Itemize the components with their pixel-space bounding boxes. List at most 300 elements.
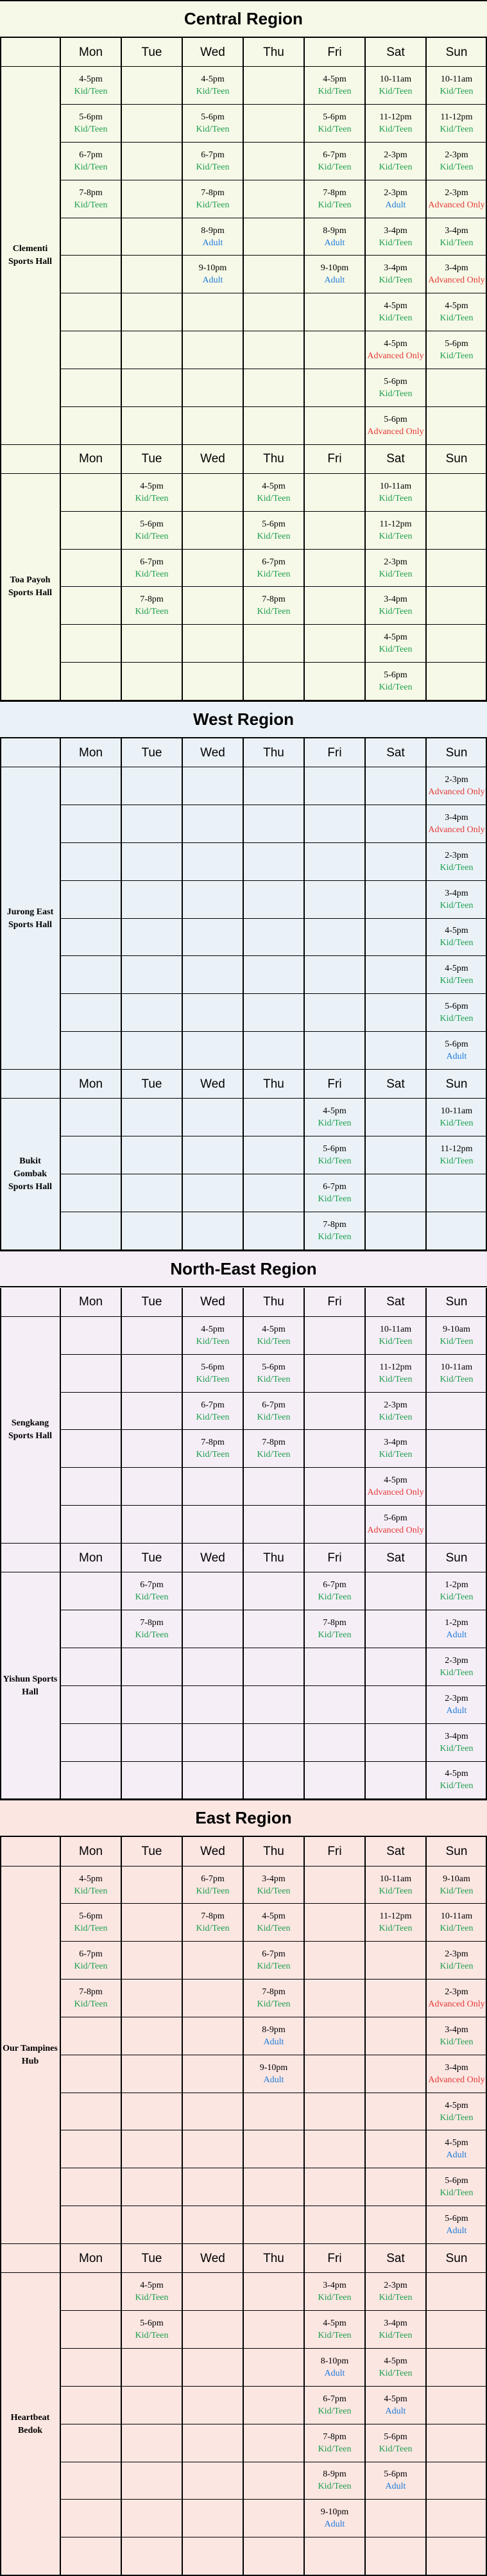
slot-cell bbox=[365, 143, 426, 180]
slot-cell bbox=[60, 1393, 121, 1430]
class-level: Kid/Teen bbox=[257, 1450, 291, 1460]
slot-cell bbox=[60, 1762, 121, 1799]
class-time: 5-6pm bbox=[79, 1911, 103, 1922]
slot-cell bbox=[304, 805, 365, 842]
slot-cell bbox=[426, 1136, 487, 1174]
class-level: Adult bbox=[202, 238, 223, 248]
slot-cell bbox=[60, 881, 121, 918]
slot-cell bbox=[182, 1867, 243, 1904]
day-label-thu: Thu bbox=[263, 1295, 284, 1309]
slot-cell bbox=[304, 369, 365, 406]
slot-cell bbox=[365, 1506, 426, 1543]
slot-cell bbox=[365, 2387, 426, 2424]
class-time: 2-3pm bbox=[384, 1400, 407, 1410]
class-level: Kid/Teen bbox=[318, 1630, 352, 1640]
slot-cell bbox=[365, 550, 426, 587]
hall-name: Heartbeat Bedok bbox=[0, 2273, 60, 2575]
class-time: 4-5pm bbox=[323, 1106, 346, 1117]
day-label-mon: Mon bbox=[79, 1077, 103, 1091]
slot-cell bbox=[365, 2537, 426, 2575]
slot-cell bbox=[121, 218, 182, 256]
class-level: Kid/Teen bbox=[318, 87, 352, 97]
class-time: 3-4pm bbox=[384, 595, 407, 605]
class-time: 10-11am bbox=[440, 1911, 473, 1922]
day-label-sun: Sun bbox=[445, 1077, 468, 1091]
class-level: Kid/Teen bbox=[379, 2444, 413, 2454]
slot-cell bbox=[182, 1393, 243, 1430]
region-header: North-East Region bbox=[0, 1250, 487, 1288]
class-level: Kid/Teen bbox=[135, 1630, 169, 1640]
slot-cell bbox=[426, 2168, 487, 2206]
slot-cell bbox=[304, 1980, 365, 2017]
class-level: Adult bbox=[446, 1705, 467, 1716]
class-time: 1-2pm bbox=[445, 1618, 468, 1628]
class-time: 5-6pm bbox=[384, 2469, 407, 2480]
class-time: 4-5pm bbox=[79, 74, 103, 85]
class-time: 8-9pm bbox=[323, 225, 346, 236]
class-level: Kid/Teen bbox=[257, 1924, 291, 1934]
class-time: 4-5pm bbox=[323, 74, 346, 85]
class-time: 3-4pm bbox=[445, 813, 468, 822]
slot-cell bbox=[426, 256, 487, 293]
class-level: Kid/Teen bbox=[440, 162, 474, 172]
grid-line bbox=[243, 38, 244, 445]
class-level: Kid/Teen bbox=[379, 162, 413, 172]
day-label-wed: Wed bbox=[200, 1077, 225, 1091]
class-time: 7-8pm bbox=[140, 595, 164, 605]
grid-line bbox=[0, 2244, 1, 2575]
class-level: Kid/Teen bbox=[196, 1336, 230, 1346]
class-level: Kid/Teen bbox=[379, 275, 413, 286]
class-time: 2-3pm bbox=[445, 1987, 468, 1997]
slot-cell bbox=[426, 180, 487, 218]
slot-cell bbox=[60, 2462, 121, 2500]
slot-cell bbox=[365, 1648, 426, 1685]
grid-line bbox=[364, 1288, 366, 1544]
slot-cell bbox=[365, 881, 426, 918]
class-time: 4-5pm bbox=[445, 2138, 468, 2148]
class-time: 7-8pm bbox=[79, 1987, 103, 1997]
slot-cell bbox=[365, 919, 426, 956]
slot-cell bbox=[121, 1393, 182, 1430]
grid-line bbox=[0, 38, 1, 445]
class-level: Kid/Teen bbox=[318, 2293, 352, 2303]
grid-line bbox=[121, 1288, 122, 1544]
day-label-tue: Tue bbox=[141, 45, 162, 59]
class-level: Kid/Teen bbox=[379, 645, 413, 655]
class-level: Adult bbox=[263, 2075, 284, 2085]
slot-cell bbox=[60, 919, 121, 956]
slot-cell bbox=[304, 474, 365, 511]
class-level: Kid/Teen bbox=[135, 1592, 169, 1603]
class-level: Kid/Teen bbox=[257, 1374, 291, 1384]
slot-cell bbox=[60, 1648, 121, 1685]
class-level: Advanced Only bbox=[428, 1999, 485, 2010]
grid-line bbox=[121, 2244, 122, 2575]
slot-cell bbox=[426, 843, 487, 880]
slot-cell bbox=[60, 512, 121, 549]
class-level: Kid/Teen bbox=[74, 200, 108, 210]
slot-cell bbox=[304, 1506, 365, 1543]
slot-cell bbox=[365, 512, 426, 549]
slot-cell bbox=[365, 1355, 426, 1392]
day-label-fri: Fri bbox=[327, 745, 342, 760]
class-time: 2-3pm bbox=[445, 1693, 468, 1703]
region-header: West Region bbox=[0, 701, 487, 738]
class-level: Advanced Only bbox=[367, 351, 424, 361]
class-time: 7-8pm bbox=[140, 1618, 164, 1628]
slot-cell bbox=[121, 1174, 182, 1212]
class-level: Adult bbox=[385, 2406, 406, 2416]
class-time: 2-3pm bbox=[445, 775, 468, 785]
slot-cell bbox=[426, 2206, 487, 2243]
day-label-sun: Sun bbox=[445, 2251, 468, 2265]
class-time: 4-5pm bbox=[445, 1769, 468, 1779]
day-label-sat: Sat bbox=[386, 745, 405, 760]
class-time: 6-7pm bbox=[323, 1181, 346, 1192]
class-time: 6-7pm bbox=[201, 1874, 225, 1884]
slot-cell bbox=[182, 474, 243, 511]
slot-cell bbox=[426, 1942, 487, 1979]
slot-cell bbox=[426, 1904, 487, 1941]
day-label-tue: Tue bbox=[141, 2251, 162, 2265]
class-level: Adult bbox=[324, 2519, 345, 2530]
grid-line bbox=[303, 1070, 305, 1250]
slot-cell bbox=[121, 1762, 182, 1799]
class-level: Adult bbox=[446, 1630, 467, 1640]
slot-cell bbox=[60, 105, 121, 142]
slot-cell bbox=[426, 1648, 487, 1685]
slot-cell bbox=[243, 1648, 304, 1685]
class-time: 4-5pm bbox=[323, 2319, 346, 2329]
slot-cell bbox=[121, 2424, 182, 2462]
slot-cell bbox=[304, 1904, 365, 1941]
slot-cell bbox=[243, 919, 304, 956]
class-level: Kid/Teen bbox=[379, 683, 413, 693]
class-time: 5-6pm bbox=[384, 670, 407, 681]
class-time: 3-4pm bbox=[445, 225, 468, 236]
day-label-sun: Sun bbox=[445, 1295, 468, 1309]
slot-cell bbox=[121, 994, 182, 1031]
grid-line bbox=[303, 1288, 305, 1544]
class-level: Kid/Teen bbox=[379, 569, 413, 579]
slot-cell bbox=[426, 512, 487, 549]
class-time: 2-3pm bbox=[445, 1655, 468, 1666]
day-label-wed: Wed bbox=[200, 452, 225, 466]
slot-cell bbox=[121, 2273, 182, 2310]
class-time: 7-8pm bbox=[201, 1911, 225, 1922]
day-label-sat: Sat bbox=[386, 1077, 405, 1091]
class-level: Kid/Teen bbox=[440, 862, 474, 873]
slot-cell bbox=[243, 1317, 304, 1354]
slot-cell bbox=[182, 1980, 243, 2017]
slot-cell bbox=[182, 1572, 243, 1610]
day-label-sun: Sun bbox=[445, 452, 468, 466]
day-label-fri: Fri bbox=[327, 1077, 342, 1091]
class-time: 5-6pm bbox=[323, 112, 346, 123]
day-label-mon: Mon bbox=[79, 1844, 103, 1858]
slot-cell bbox=[426, 1686, 487, 1723]
slot-cell bbox=[121, 805, 182, 842]
slot-cell bbox=[304, 293, 365, 331]
grid-line bbox=[182, 738, 183, 1070]
slot-cell bbox=[304, 2206, 365, 2243]
slot-cell bbox=[60, 2093, 121, 2130]
slot-cell bbox=[304, 2387, 365, 2424]
class-level: Kid/Teen bbox=[318, 2331, 352, 2341]
slot-cell bbox=[182, 2500, 243, 2537]
slot-cell bbox=[182, 1099, 243, 1136]
slot-cell bbox=[426, 994, 487, 1031]
grid-line bbox=[303, 738, 305, 1070]
class-time: 6-7pm bbox=[79, 150, 103, 160]
class-time: 3-4pm bbox=[445, 888, 468, 898]
slot-cell bbox=[365, 256, 426, 293]
slot-cell bbox=[182, 218, 243, 256]
slot-cell bbox=[60, 1980, 121, 2017]
slot-cell bbox=[182, 1355, 243, 1392]
slot-cell bbox=[60, 218, 121, 256]
slot-cell bbox=[243, 2424, 304, 2462]
slot-cell bbox=[365, 1317, 426, 1354]
class-level: Kid/Teen bbox=[440, 2188, 474, 2198]
class-time: 6-7pm bbox=[323, 2394, 346, 2404]
day-label-sun: Sun bbox=[445, 1844, 468, 1858]
class-time: 2-3pm bbox=[384, 187, 407, 198]
class-level: Kid/Teen bbox=[257, 531, 291, 541]
slot-cell bbox=[426, 663, 487, 700]
slot-cell bbox=[304, 1430, 365, 1467]
day-label-fri: Fri bbox=[327, 1295, 342, 1309]
day-label-thu: Thu bbox=[263, 45, 284, 59]
class-time: 5-6pm bbox=[445, 2176, 468, 2186]
slot-cell bbox=[60, 2206, 121, 2243]
slot-cell bbox=[304, 663, 365, 700]
grid-line bbox=[303, 38, 305, 445]
slot-cell bbox=[426, 2017, 487, 2055]
grid-line bbox=[364, 445, 366, 701]
slot-cell bbox=[304, 2424, 365, 2462]
slot-cell bbox=[365, 1212, 426, 1249]
class-time: 4-5pm bbox=[201, 1324, 225, 1334]
class-level: Kid/Teen bbox=[74, 1924, 108, 1934]
grid-line bbox=[303, 1544, 305, 1799]
slot-cell bbox=[243, 331, 304, 369]
class-level: Adult bbox=[324, 2368, 345, 2378]
slot-cell bbox=[304, 105, 365, 142]
class-level: Kid/Teen bbox=[318, 1118, 352, 1129]
slot-cell bbox=[60, 1317, 121, 1354]
slot-cell bbox=[365, 369, 426, 406]
slot-cell bbox=[182, 256, 243, 293]
slot-cell bbox=[365, 956, 426, 993]
slot-cell bbox=[182, 1032, 243, 1069]
slot-cell bbox=[60, 994, 121, 1031]
class-level: Kid/Teen bbox=[318, 125, 352, 135]
class-level: Kid/Teen bbox=[135, 2331, 169, 2341]
slot-cell bbox=[121, 1980, 182, 2017]
class-level: Kid/Teen bbox=[440, 2112, 474, 2123]
slot-cell bbox=[365, 2273, 426, 2310]
slot-cell bbox=[243, 2017, 304, 2055]
slot-cell bbox=[365, 1686, 426, 1723]
class-time: 6-7pm bbox=[140, 557, 164, 567]
class-time: 2-3pm bbox=[445, 150, 468, 160]
day-label-sun: Sun bbox=[445, 745, 468, 760]
slot-cell bbox=[182, 2273, 243, 2310]
slot-cell bbox=[426, 2273, 487, 2310]
slot-cell bbox=[121, 1648, 182, 1685]
grid-line bbox=[243, 445, 244, 701]
slot-cell bbox=[365, 2462, 426, 2500]
class-level: Adult bbox=[324, 275, 345, 286]
grid-line bbox=[60, 738, 61, 1070]
slot-cell bbox=[365, 2130, 426, 2168]
slot-cell bbox=[60, 2130, 121, 2168]
slot-cell bbox=[304, 2168, 365, 2206]
slot-cell bbox=[182, 2206, 243, 2243]
slot-cell bbox=[426, 1099, 487, 1136]
grid-line bbox=[364, 38, 366, 445]
slot-cell bbox=[365, 1099, 426, 1136]
slot-cell bbox=[60, 1610, 121, 1648]
slot-cell bbox=[426, 2093, 487, 2130]
class-time: 2-3pm bbox=[445, 187, 468, 198]
slot-cell bbox=[426, 1317, 487, 1354]
slot-cell bbox=[121, 105, 182, 142]
slot-cell bbox=[182, 919, 243, 956]
slot-cell bbox=[365, 218, 426, 256]
slot-cell bbox=[243, 1174, 304, 1212]
grid-line bbox=[60, 1070, 61, 1250]
class-level: Kid/Teen bbox=[74, 87, 108, 97]
slot-cell bbox=[243, 767, 304, 805]
class-time: 11-12pm bbox=[379, 1362, 412, 1372]
class-time: 6-7pm bbox=[323, 150, 346, 160]
class-level: Kid/Teen bbox=[440, 125, 474, 135]
slot-cell bbox=[243, 550, 304, 587]
slot-cell bbox=[121, 1317, 182, 1354]
class-time: 3-4pm bbox=[445, 2024, 468, 2035]
slot-cell bbox=[121, 550, 182, 587]
class-level: Kid/Teen bbox=[379, 87, 413, 97]
class-level: Kid/Teen bbox=[257, 1412, 291, 1422]
class-time: 7-8pm bbox=[262, 595, 286, 605]
class-level: Kid/Teen bbox=[318, 200, 352, 210]
slot-cell bbox=[121, 767, 182, 805]
class-time: 7-8pm bbox=[262, 1438, 286, 1448]
day-label-wed: Wed bbox=[200, 2251, 225, 2265]
slot-cell bbox=[243, 369, 304, 406]
slot-cell bbox=[243, 1762, 304, 1799]
slot-cell bbox=[304, 1393, 365, 1430]
slot-cell bbox=[182, 2424, 243, 2462]
class-time: 7-8pm bbox=[201, 187, 225, 198]
slot-cell bbox=[60, 256, 121, 293]
day-label-sat: Sat bbox=[386, 1844, 405, 1858]
class-level: Advanced Only bbox=[428, 275, 485, 286]
class-time: 3-4pm bbox=[384, 1438, 407, 1448]
slot-cell bbox=[60, 587, 121, 625]
slot-cell bbox=[365, 1610, 426, 1648]
class-time: 10-11am bbox=[440, 1106, 473, 1117]
slot-cell bbox=[182, 1430, 243, 1467]
slot-cell bbox=[60, 2168, 121, 2206]
slot-cell bbox=[121, 67, 182, 104]
slot-cell bbox=[426, 1724, 487, 1761]
slot-cell bbox=[243, 663, 304, 700]
day-label-mon: Mon bbox=[79, 45, 103, 59]
grid-line bbox=[425, 38, 427, 445]
slot-cell bbox=[304, 1468, 365, 1505]
day-label-sat: Sat bbox=[386, 45, 405, 59]
class-level: Kid/Teen bbox=[318, 1194, 352, 1204]
slot-cell bbox=[182, 2168, 243, 2206]
slot-cell bbox=[121, 1468, 182, 1505]
slot-cell bbox=[60, 1032, 121, 1069]
class-level: Kid/Teen bbox=[196, 162, 230, 172]
slot-cell bbox=[243, 2387, 304, 2424]
slot-cell bbox=[365, 1980, 426, 2017]
class-time: 7-8pm bbox=[262, 1987, 286, 1997]
slot-cell bbox=[304, 1942, 365, 1979]
slot-cell bbox=[243, 1099, 304, 1136]
class-time: 10-11am bbox=[440, 1362, 473, 1372]
class-time: 4-5pm bbox=[445, 2100, 468, 2110]
day-label-tue: Tue bbox=[141, 1295, 162, 1309]
class-level: Adult bbox=[446, 1051, 467, 1061]
slot-cell bbox=[365, 474, 426, 511]
slot-cell bbox=[304, 1686, 365, 1723]
slot-cell bbox=[426, 550, 487, 587]
slot-cell bbox=[426, 407, 487, 444]
day-label-mon: Mon bbox=[79, 1295, 103, 1309]
slot-cell bbox=[60, 1867, 121, 1904]
class-level: Kid/Teen bbox=[135, 569, 169, 579]
day-label-mon: Mon bbox=[79, 452, 103, 466]
class-level: Kid/Teen bbox=[196, 87, 230, 97]
slot-cell bbox=[243, 293, 304, 331]
slot-cell bbox=[60, 843, 121, 880]
slot-cell bbox=[182, 369, 243, 406]
class-time: 2-3pm bbox=[445, 1949, 468, 1960]
day-label-fri: Fri bbox=[327, 2251, 342, 2265]
slot-cell bbox=[243, 512, 304, 549]
slot-cell bbox=[365, 2500, 426, 2537]
grid-line bbox=[243, 738, 244, 1070]
grid-line bbox=[243, 2244, 244, 2575]
class-level: Kid/Teen bbox=[379, 238, 413, 248]
slot-cell bbox=[121, 663, 182, 700]
slot-cell bbox=[60, 550, 121, 587]
slot-cell bbox=[182, 1904, 243, 1941]
slot-cell bbox=[182, 625, 243, 662]
slot-cell bbox=[121, 2055, 182, 2093]
class-level: Kid/Teen bbox=[440, 1014, 474, 1024]
slot-cell bbox=[182, 2055, 243, 2093]
slot-cell bbox=[365, 1904, 426, 1941]
day-label-mon: Mon bbox=[79, 2251, 103, 2265]
class-time: 5-6pm bbox=[384, 1513, 407, 1523]
slot-cell bbox=[121, 1610, 182, 1648]
slot-cell bbox=[365, 2168, 426, 2206]
slot-cell bbox=[60, 67, 121, 104]
class-time: 10-11am bbox=[440, 74, 473, 85]
slot-cell bbox=[365, 1174, 426, 1212]
slot-cell bbox=[243, 105, 304, 142]
slot-cell bbox=[365, 2055, 426, 2093]
slot-cell bbox=[243, 1032, 304, 1069]
